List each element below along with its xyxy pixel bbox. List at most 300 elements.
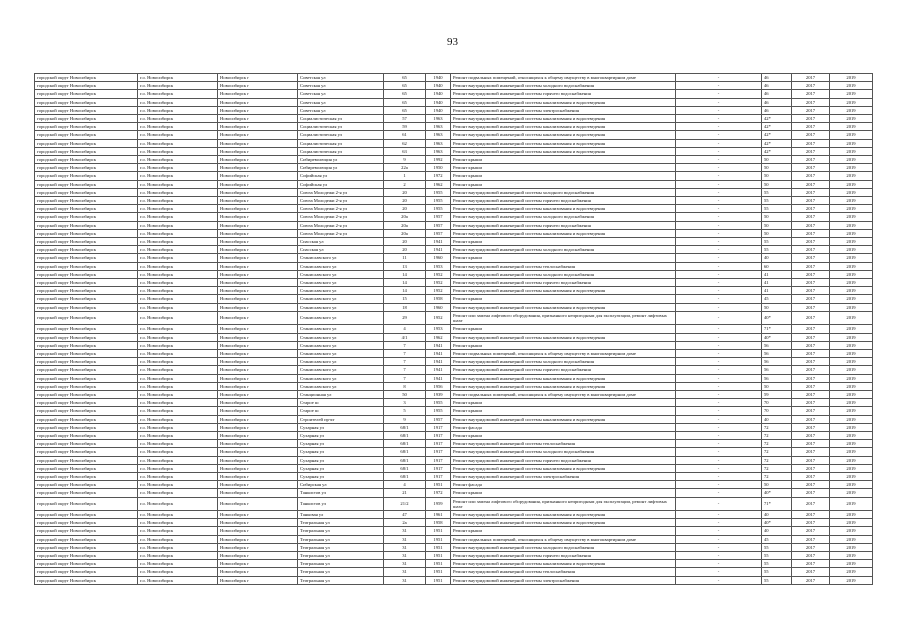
cell-municipality: городской округ Новосибирск xyxy=(35,519,138,527)
table-row xyxy=(35,349,873,357)
cell-street: Станиславского ул xyxy=(298,270,384,278)
cell-start-year: 2017 xyxy=(792,481,830,489)
cell-number: 46 xyxy=(762,90,792,98)
cell-house: 20а xyxy=(384,213,426,221)
cell-end-year: 2019 xyxy=(830,568,873,576)
cell-settlement: г.о. Новосибирск xyxy=(138,279,218,287)
cell-dash: - xyxy=(676,415,762,423)
cell-street: Союза Молодежи 2-я ул xyxy=(298,197,384,205)
cell-year-built: 1953 xyxy=(426,325,451,333)
table-row xyxy=(35,295,873,303)
cell-house: 9 xyxy=(384,415,426,423)
cell-end-year: 2019 xyxy=(830,431,873,439)
cell-year-built: 1963 xyxy=(426,131,451,139)
cell-number: 42* xyxy=(762,123,792,131)
cell-year-built: 1940 xyxy=(426,98,451,106)
cell-street: Союза Молодежи 2-я ул xyxy=(298,213,384,221)
cell-year-built: 1963 xyxy=(426,139,451,147)
cell-street: Социалистическая ул xyxy=(298,147,384,155)
cell-municipality: городской округ Новосибирск xyxy=(35,98,138,106)
cell-start-year: 2017 xyxy=(792,221,830,229)
page-number: 93 xyxy=(447,36,458,48)
table-row xyxy=(35,551,873,559)
cell-dash: - xyxy=(676,472,762,480)
table-row xyxy=(35,407,873,415)
cell-start-year: 2017 xyxy=(792,279,830,287)
cell-municipality: городской округ Новосибирск xyxy=(35,358,138,366)
cell-house: 68/1 xyxy=(384,448,426,456)
table-row xyxy=(35,333,873,341)
cell-street: Станиславского ул xyxy=(298,295,384,303)
cell-house: 61 xyxy=(384,131,426,139)
cell-year-built: 1962 xyxy=(426,180,451,188)
cell-dash: - xyxy=(676,464,762,472)
cell-settlement: г.о. Новосибирск xyxy=(138,576,218,584)
cell-work: Ремонт крыши xyxy=(451,431,676,439)
cell-city: Новосибирск г xyxy=(218,90,298,98)
cell-number: 72 xyxy=(762,464,792,472)
cell-start-year: 2017 xyxy=(792,82,830,90)
cell-year-built: 1941 xyxy=(426,358,451,366)
cell-year-built: 1955 xyxy=(426,407,451,415)
cell-city: Новосибирск г xyxy=(218,270,298,278)
cell-year-built: 1939 xyxy=(426,390,451,398)
cell-work: Ремонт крыши xyxy=(451,325,676,333)
cell-end-year: 2019 xyxy=(830,238,873,246)
cell-year-built: 1951 xyxy=(426,576,451,584)
cell-municipality: городской округ Новосибирск xyxy=(35,407,138,415)
cell-house: 11 xyxy=(384,254,426,262)
cell-work: Ремонт внутридомовой инженерной системы канализования и водоотведения xyxy=(451,560,676,568)
cell-number: 71* xyxy=(762,325,792,333)
cell-number: 50 xyxy=(762,213,792,221)
cell-start-year: 2017 xyxy=(792,366,830,374)
cell-house: 68/1 xyxy=(384,464,426,472)
cell-house: 20 xyxy=(384,188,426,196)
cell-city: Новосибирск г xyxy=(218,341,298,349)
cell-work: Ремонт внутридомовой инженерной системы холодного водоснабжения xyxy=(451,270,676,278)
table-row xyxy=(35,374,873,382)
table-row xyxy=(35,535,873,543)
cell-year-built: 1951 xyxy=(426,560,451,568)
cell-house: 20 xyxy=(384,197,426,205)
cell-work: Ремонт внутридомовой инженерной системы теплоснабжения xyxy=(451,262,676,270)
cell-house: 68/1 xyxy=(384,472,426,480)
cell-street: Социалистическая ул xyxy=(298,115,384,123)
cell-municipality: городской округ Новосибирск xyxy=(35,74,138,82)
cell-dash: - xyxy=(676,221,762,229)
cell-work: Ремонт или замена лифтового оборудования, признанного непригодным для эксплуатации, ремонт лифтовых шахт xyxy=(451,497,676,510)
cell-city: Новосибирск г xyxy=(218,399,298,407)
cell-number: 55 xyxy=(762,543,792,551)
table-row xyxy=(35,98,873,106)
cell-number: 56 xyxy=(762,366,792,374)
cell-city: Новосибирск г xyxy=(218,560,298,568)
table-row xyxy=(35,390,873,398)
cell-street: Старое ш xyxy=(298,399,384,407)
cell-dash: - xyxy=(676,551,762,559)
cell-municipality: городской округ Новосибирск xyxy=(35,156,138,164)
cell-start-year: 2017 xyxy=(792,527,830,535)
cell-street: Театральная ул xyxy=(298,576,384,584)
cell-work: Ремонт крыши xyxy=(451,489,676,497)
cell-city: Новосибирск г xyxy=(218,106,298,114)
cell-street: Софийская ул xyxy=(298,172,384,180)
cell-street: Станиславского ул xyxy=(298,333,384,341)
cell-dash: - xyxy=(676,279,762,287)
cell-start-year: 2017 xyxy=(792,510,830,518)
cell-street: Сухарная ул xyxy=(298,431,384,439)
cell-end-year: 2019 xyxy=(830,407,873,415)
cell-settlement: г.о. Новосибирск xyxy=(138,311,218,324)
cell-settlement: г.о. Новосибирск xyxy=(138,448,218,456)
cell-city: Новосибирск г xyxy=(218,510,298,518)
cell-dash: - xyxy=(676,147,762,155)
cell-city: Новосибирск г xyxy=(218,238,298,246)
cell-work: Ремонт крыши xyxy=(451,156,676,164)
cell-year-built: 1955 xyxy=(426,205,451,213)
cell-city: Новосибирск г xyxy=(218,229,298,237)
cell-start-year: 2017 xyxy=(792,341,830,349)
cell-municipality: городской округ Новосибирск xyxy=(35,415,138,423)
cell-city: Новосибирск г xyxy=(218,527,298,535)
cell-street: Старое ш xyxy=(298,407,384,415)
cell-settlement: г.о. Новосибирск xyxy=(138,489,218,497)
cell-municipality: городской округ Новосибирск xyxy=(35,333,138,341)
cell-municipality: городской округ Новосибирск xyxy=(35,527,138,535)
cell-city: Новосибирск г xyxy=(218,98,298,106)
cell-city: Новосибирск г xyxy=(218,311,298,324)
cell-work: Ремонт внутридомовой инженерной системы канализования и водоотведения xyxy=(451,115,676,123)
cell-house: 31 xyxy=(384,551,426,559)
cell-number: 46 xyxy=(762,74,792,82)
table-row xyxy=(35,311,873,324)
cell-settlement: г.о. Новосибирск xyxy=(138,180,218,188)
cell-street: Станиславского ул xyxy=(298,349,384,357)
cell-city: Новосибирск г xyxy=(218,213,298,221)
cell-street: Советская ул xyxy=(298,74,384,82)
cell-start-year: 2017 xyxy=(792,287,830,295)
cell-dash: - xyxy=(676,156,762,164)
cell-municipality: городской округ Новосибирск xyxy=(35,213,138,221)
cell-year-built: 1992 xyxy=(426,156,451,164)
cell-city: Новосибирск г xyxy=(218,115,298,123)
cell-municipality: городской округ Новосибирск xyxy=(35,205,138,213)
cell-year-built: 1951 xyxy=(426,481,451,489)
cell-end-year: 2019 xyxy=(830,74,873,82)
cell-municipality: городской округ Новосибирск xyxy=(35,279,138,287)
cell-end-year: 2019 xyxy=(830,205,873,213)
cell-dash: - xyxy=(676,456,762,464)
cell-start-year: 2017 xyxy=(792,472,830,480)
cell-dash: - xyxy=(676,254,762,262)
cell-house: 65 xyxy=(384,98,426,106)
cell-number: 72 xyxy=(762,472,792,480)
cell-city: Новосибирск г xyxy=(218,303,298,311)
cell-municipality: городской округ Новосибирск xyxy=(35,390,138,398)
table-row xyxy=(35,497,873,510)
cell-number: 70 xyxy=(762,399,792,407)
cell-house: 7 xyxy=(384,358,426,366)
cell-municipality: городской округ Новосибирск xyxy=(35,472,138,480)
cell-settlement: г.о. Новосибирск xyxy=(138,106,218,114)
cell-municipality: городской округ Новосибирск xyxy=(35,172,138,180)
cell-settlement: г.о. Новосибирск xyxy=(138,254,218,262)
table-row xyxy=(35,156,873,164)
cell-dash: - xyxy=(676,527,762,535)
cell-end-year: 2019 xyxy=(830,472,873,480)
cell-settlement: г.о. Новосибирск xyxy=(138,366,218,374)
cell-dash: - xyxy=(676,576,762,584)
cell-municipality: городской округ Новосибирск xyxy=(35,131,138,139)
cell-work: Ремонт внутридомовой инженерной системы электроснабжения xyxy=(451,106,676,114)
cell-start-year: 2017 xyxy=(792,325,830,333)
cell-start-year: 2017 xyxy=(792,551,830,559)
cell-work: Ремонт крыши xyxy=(451,407,676,415)
cell-city: Новосибирск г xyxy=(218,497,298,510)
cell-municipality: городской округ Новосибирск xyxy=(35,287,138,295)
cell-house: 22а xyxy=(384,164,426,172)
cell-year-built: 1917 xyxy=(426,456,451,464)
cell-end-year: 2019 xyxy=(830,448,873,456)
cell-year-built: 1940 xyxy=(426,106,451,114)
cell-work: Ремонт внутридомовой инженерной системы холодного водоснабжения xyxy=(451,188,676,196)
cell-municipality: городской округ Новосибирск xyxy=(35,180,138,188)
cell-municipality: городской округ Новосибирск xyxy=(35,576,138,584)
cell-start-year: 2017 xyxy=(792,464,830,472)
cell-street: Станиславского ул xyxy=(298,341,384,349)
cell-start-year: 2017 xyxy=(792,147,830,155)
table-row xyxy=(35,481,873,489)
cell-settlement: г.о. Новосибирск xyxy=(138,382,218,390)
table-row xyxy=(35,279,873,287)
cell-municipality: городской округ Новосибирск xyxy=(35,543,138,551)
cell-municipality: городской округ Новосибирск xyxy=(35,262,138,270)
cell-end-year: 2019 xyxy=(830,197,873,205)
cell-end-year: 2019 xyxy=(830,535,873,543)
cell-dash: - xyxy=(676,303,762,311)
cell-house: 65 xyxy=(384,82,426,90)
cell-start-year: 2017 xyxy=(792,560,830,568)
cell-house: 7 xyxy=(384,366,426,374)
cell-end-year: 2019 xyxy=(830,172,873,180)
cell-street: Сухарная ул xyxy=(298,440,384,448)
cell-city: Новосибирск г xyxy=(218,333,298,341)
cell-number: 72 xyxy=(762,431,792,439)
cell-settlement: г.о. Новосибирск xyxy=(138,188,218,196)
cell-municipality: городской округ Новосибирск xyxy=(35,123,138,131)
cell-year-built: 1958 xyxy=(426,295,451,303)
cell-number: 42* xyxy=(762,115,792,123)
cell-street: Строителей пр-кт xyxy=(298,415,384,423)
cell-number: 50 xyxy=(762,221,792,229)
cell-start-year: 2017 xyxy=(792,358,830,366)
cell-year-built: 1957 xyxy=(426,213,451,221)
cell-work: Ремонт внутридомовой инженерной системы холодного водоснабжения xyxy=(451,213,676,221)
cell-house: 68/1 xyxy=(384,456,426,464)
cell-start-year: 2017 xyxy=(792,139,830,147)
cell-house: 8 xyxy=(384,382,426,390)
cell-end-year: 2019 xyxy=(830,576,873,584)
cell-work: Ремонт внутридомовой инженерной системы канализования и водоотведения xyxy=(451,229,676,237)
cell-year-built: 1952 xyxy=(426,270,451,278)
cell-end-year: 2019 xyxy=(830,349,873,357)
cell-street: Союза Молодежи 2-я ул xyxy=(298,205,384,213)
cell-year-built: 1960 xyxy=(426,303,451,311)
cell-dash: - xyxy=(676,139,762,147)
cell-start-year: 2017 xyxy=(792,333,830,341)
cell-city: Новосибирск г xyxy=(218,366,298,374)
cell-house: 7 xyxy=(384,374,426,382)
cell-city: Новосибирск г xyxy=(218,382,298,390)
cell-work: Ремонт внутридомовой инженерной системы горячего водоснабжения xyxy=(451,90,676,98)
table-row xyxy=(35,197,873,205)
cell-settlement: г.о. Новосибирск xyxy=(138,423,218,431)
cell-city: Новосибирск г xyxy=(218,535,298,543)
cell-house: 3 xyxy=(384,399,426,407)
cell-settlement: г.о. Новосибирск xyxy=(138,333,218,341)
table-row xyxy=(35,139,873,147)
cell-dash: - xyxy=(676,497,762,510)
cell-dash: - xyxy=(676,90,762,98)
cell-street: Союза Молодежи 2-я ул xyxy=(298,221,384,229)
cell-settlement: г.о. Новосибирск xyxy=(138,481,218,489)
table-row xyxy=(35,246,873,254)
cell-house: 13 xyxy=(384,262,426,270)
cell-settlement: г.о. Новосибирск xyxy=(138,262,218,270)
cell-house: 15 xyxy=(384,295,426,303)
cell-work: Ремонт внутридомовой инженерной системы электроснабжения xyxy=(451,576,676,584)
cell-street: Танкистов ул xyxy=(298,497,384,510)
cell-municipality: городской округ Новосибирск xyxy=(35,311,138,324)
cell-settlement: г.о. Новосибирск xyxy=(138,440,218,448)
cell-municipality: городской округ Новосибирск xyxy=(35,382,138,390)
cell-city: Новосибирск г xyxy=(218,123,298,131)
cell-house: 20 xyxy=(384,205,426,213)
cell-start-year: 2017 xyxy=(792,246,830,254)
cell-number: 55 xyxy=(762,568,792,576)
cell-street: Социалистическая ул xyxy=(298,131,384,139)
cell-work: Ремонт внутридомовой инженерной системы холодного водоснабжения xyxy=(451,358,676,366)
cell-year-built: 1951 xyxy=(426,527,451,535)
table-row xyxy=(35,164,873,172)
cell-dash: - xyxy=(676,510,762,518)
cell-year-built: 1940 xyxy=(426,82,451,90)
cell-work: Ремонт внутридомовой инженерной системы горячего водоснабжения xyxy=(451,279,676,287)
cell-year-built: 1960 xyxy=(426,254,451,262)
cell-city: Новосибирск г xyxy=(218,576,298,584)
cell-municipality: городской округ Новосибирск xyxy=(35,90,138,98)
cell-house: 31 xyxy=(384,576,426,584)
cell-settlement: г.о. Новосибирск xyxy=(138,560,218,568)
cell-municipality: городской округ Новосибирск xyxy=(35,238,138,246)
cell-city: Новосибирск г xyxy=(218,489,298,497)
cell-end-year: 2019 xyxy=(830,325,873,333)
cell-year-built: 1941 xyxy=(426,246,451,254)
cell-settlement: г.о. Новосибирск xyxy=(138,431,218,439)
cell-city: Новосибирск г xyxy=(218,246,298,254)
table-row xyxy=(35,431,873,439)
cell-house: 2 xyxy=(384,180,426,188)
cell-municipality: городской округ Новосибирск xyxy=(35,568,138,576)
table-row xyxy=(35,325,873,333)
cell-work: Ремонт внутридомовой инженерной системы канализования и водоотведения xyxy=(451,510,676,518)
cell-end-year: 2019 xyxy=(830,510,873,518)
cell-municipality: городской округ Новосибирск xyxy=(35,464,138,472)
cell-end-year: 2019 xyxy=(830,390,873,398)
cell-start-year: 2017 xyxy=(792,576,830,584)
cell-city: Новосибирск г xyxy=(218,325,298,333)
cell-settlement: г.о. Новосибирск xyxy=(138,349,218,357)
cell-end-year: 2019 xyxy=(830,481,873,489)
cell-street: Сухарная ул xyxy=(298,472,384,480)
cell-dash: - xyxy=(676,262,762,270)
cell-house: 29 xyxy=(384,311,426,324)
cell-number: 50 xyxy=(762,303,792,311)
cell-dash: - xyxy=(676,382,762,390)
cell-number: 41 xyxy=(762,279,792,287)
cell-house: 21/2 xyxy=(384,497,426,510)
cell-dash: - xyxy=(676,123,762,131)
cell-number: 72 xyxy=(762,448,792,456)
cell-year-built: 1941 xyxy=(426,374,451,382)
cell-end-year: 2019 xyxy=(830,262,873,270)
table-row xyxy=(35,489,873,497)
cell-year-built: 1957 xyxy=(426,221,451,229)
cell-dash: - xyxy=(676,238,762,246)
cell-year-built: 1958 xyxy=(426,519,451,527)
cell-street: Советская ул xyxy=(298,98,384,106)
cell-settlement: г.о. Новосибирск xyxy=(138,527,218,535)
cell-year-built: 1955 xyxy=(426,197,451,205)
cell-year-built: 1972 xyxy=(426,489,451,497)
cell-start-year: 2017 xyxy=(792,519,830,527)
cell-work: Ремонт крыши xyxy=(451,180,676,188)
cell-number: 40* xyxy=(762,489,792,497)
table-row xyxy=(35,254,873,262)
table-row xyxy=(35,213,873,221)
table-row xyxy=(35,464,873,472)
cell-municipality: городской округ Новосибирск xyxy=(35,481,138,489)
cell-start-year: 2017 xyxy=(792,90,830,98)
cell-year-built: 1940 xyxy=(426,74,451,82)
cell-municipality: городской округ Новосибирск xyxy=(35,431,138,439)
cell-end-year: 2019 xyxy=(830,213,873,221)
cell-start-year: 2017 xyxy=(792,106,830,114)
cell-work: Ремонт внутридомовой инженерной системы канализования и водоотведения xyxy=(451,303,676,311)
cell-dash: - xyxy=(676,106,762,114)
cell-settlement: г.о. Новосибирск xyxy=(138,246,218,254)
cell-dash: - xyxy=(676,519,762,527)
cell-work: Ремонт внутридомовой инженерной системы канализования и водоотведения xyxy=(451,382,676,390)
cell-number: 40 xyxy=(762,527,792,535)
cell-house: 65 xyxy=(384,106,426,114)
cell-municipality: городской округ Новосибирск xyxy=(35,399,138,407)
cell-dash: - xyxy=(676,82,762,90)
cell-number: 55 xyxy=(762,560,792,568)
cell-end-year: 2019 xyxy=(830,551,873,559)
cell-end-year: 2019 xyxy=(830,221,873,229)
cell-dash: - xyxy=(676,333,762,341)
cell-year-built: 1957 xyxy=(426,415,451,423)
cell-work: Ремонт внутридомовой инженерной системы горячего водоснабжения xyxy=(451,221,676,229)
cell-end-year: 2019 xyxy=(830,254,873,262)
cell-work: Ремонт крыши xyxy=(451,164,676,172)
cell-settlement: г.о. Новосибирск xyxy=(138,568,218,576)
cell-dash: - xyxy=(676,197,762,205)
cell-year-built: 1952 xyxy=(426,311,451,324)
cell-end-year: 2019 xyxy=(830,560,873,568)
